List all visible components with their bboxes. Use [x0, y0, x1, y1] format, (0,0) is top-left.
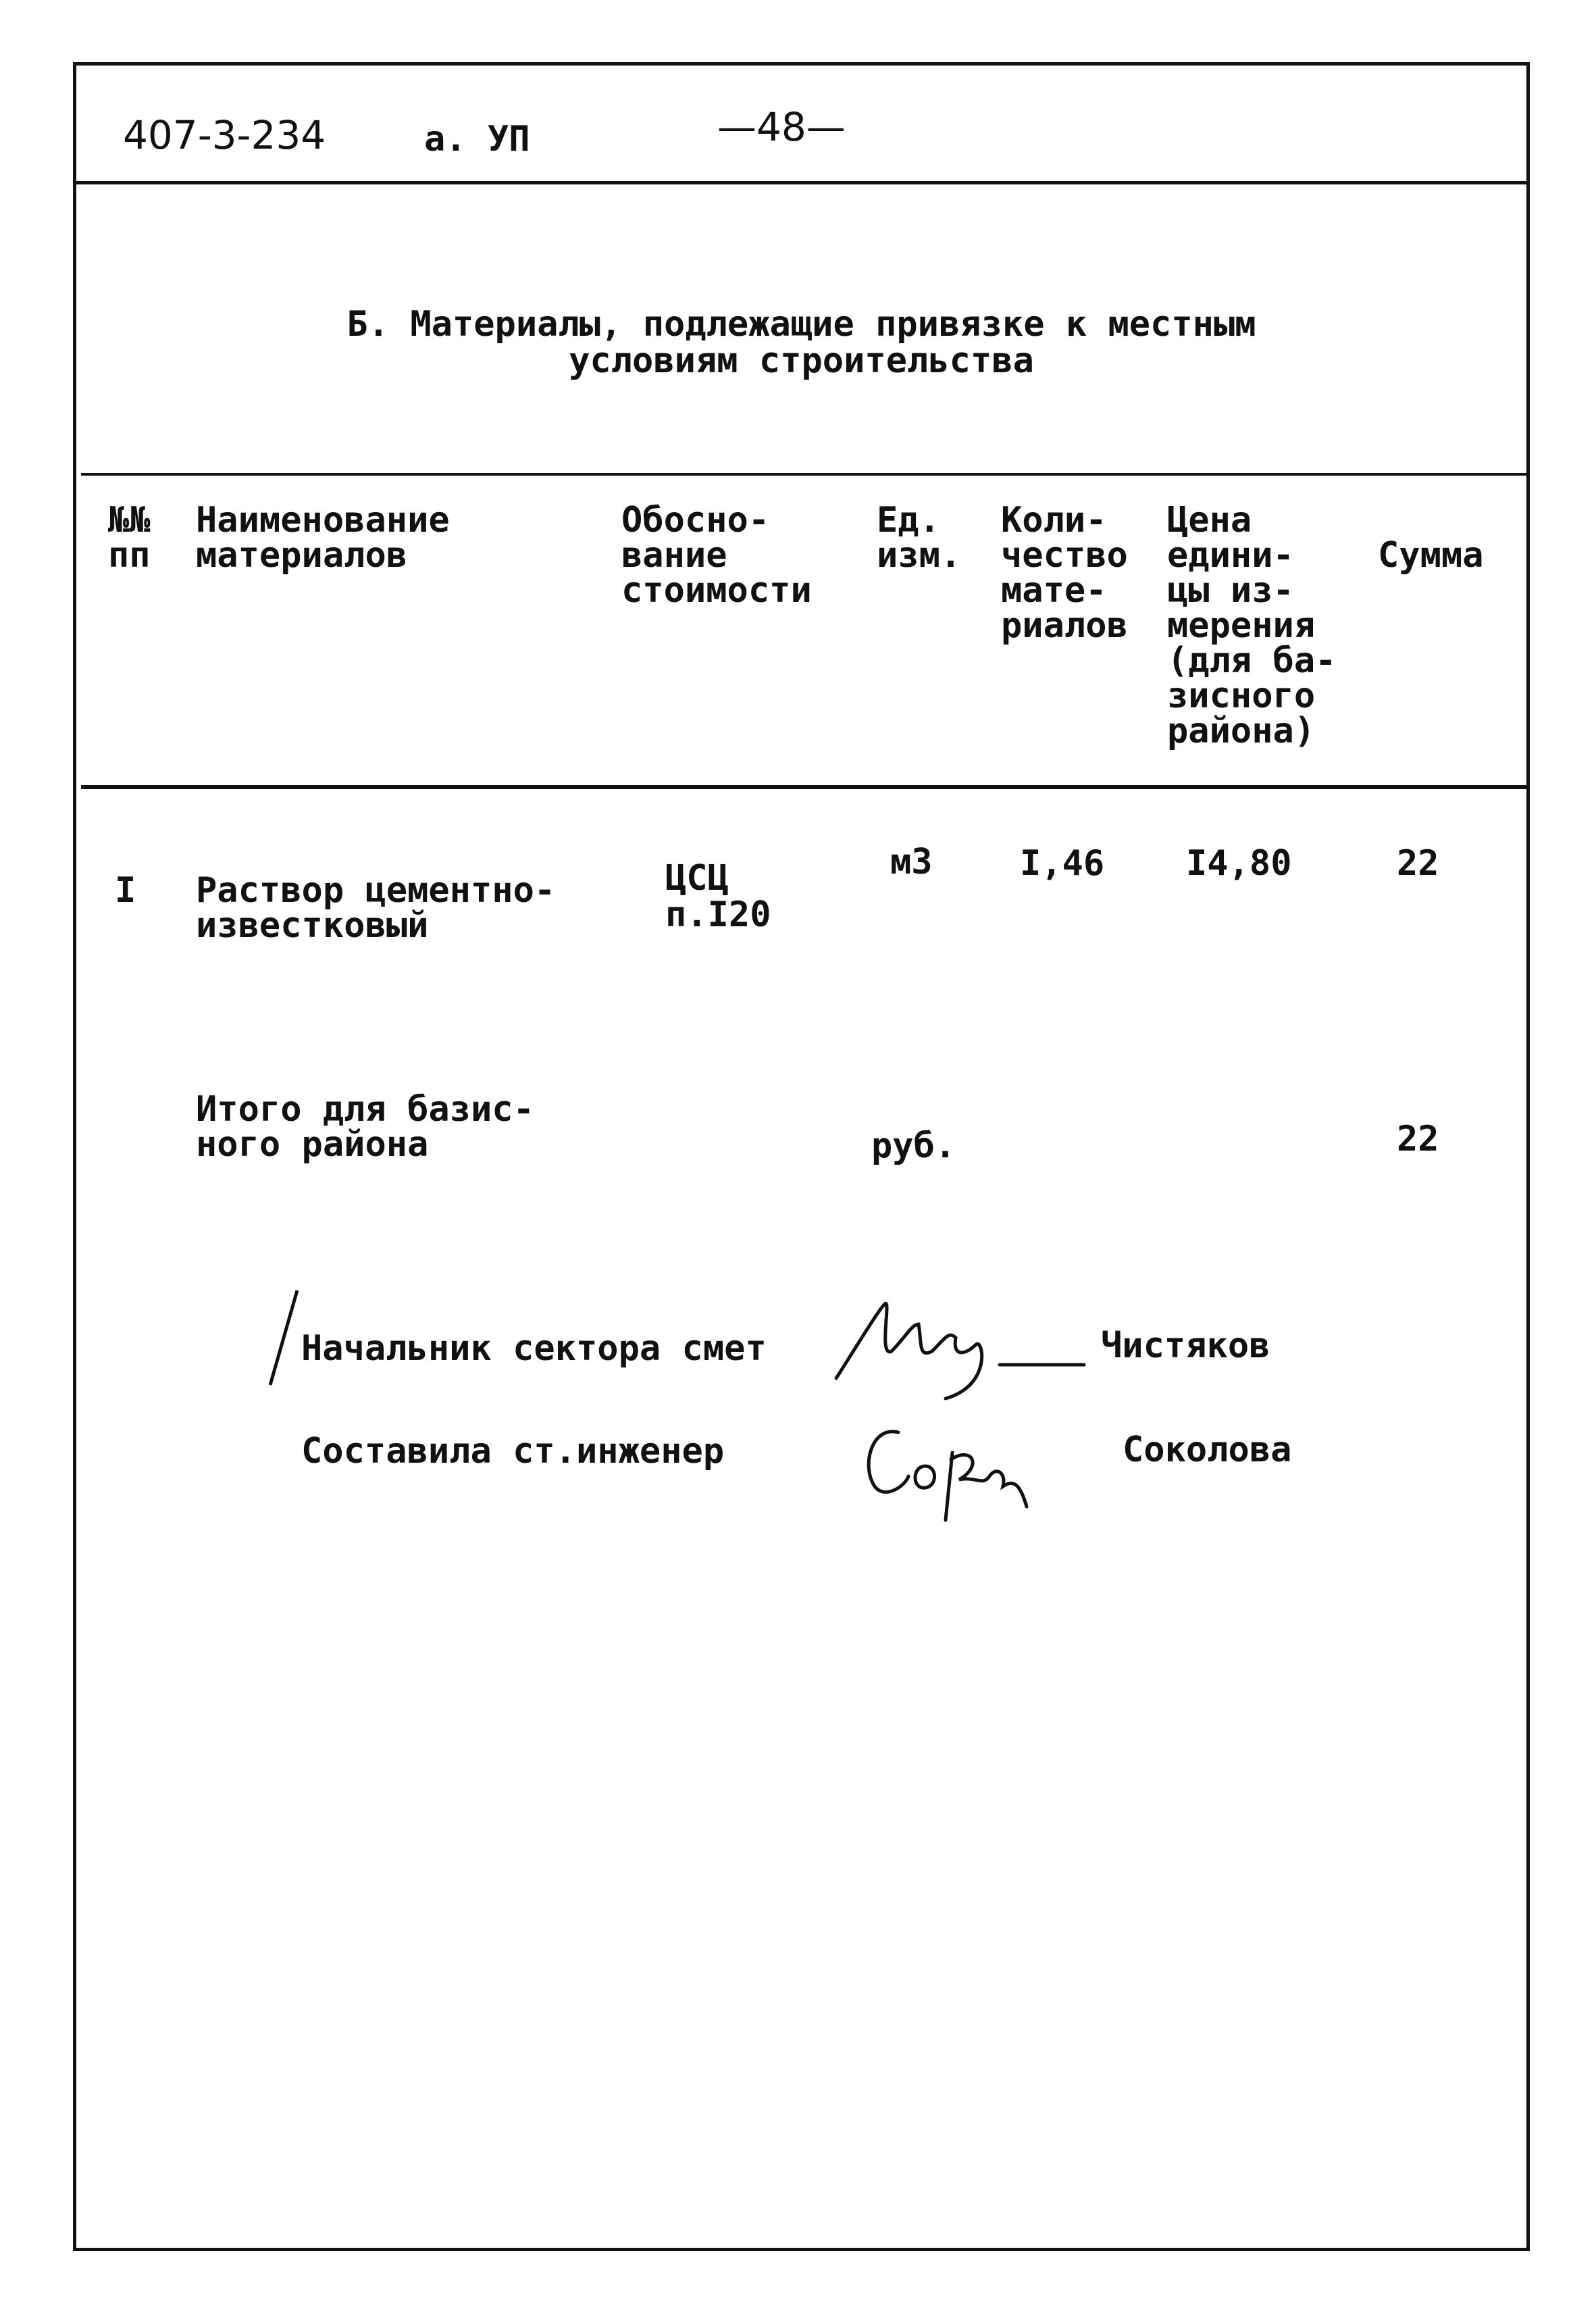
signature-role-engineer: Составила ст.инженер [301, 1431, 725, 1472]
section-title-line1: Б. Материалы, подлежащие привязке к местным [346, 304, 1256, 345]
table-top-rule [81, 473, 1526, 476]
total-sum: 22 [1397, 1119, 1439, 1159]
total-label-line2: ного района [196, 1124, 429, 1165]
signature-role-head: Начальник сектора смет [301, 1328, 767, 1369]
album-label: а. УП [424, 119, 530, 159]
total-label-line1: Итого для базис- [196, 1089, 534, 1130]
table-header-rule [81, 785, 1526, 789]
row-quantity: I,46 [1020, 843, 1105, 884]
signature-name-engineer: Соколова [1123, 1430, 1292, 1470]
header-divider [73, 181, 1530, 184]
total-unit: руб. [871, 1126, 956, 1166]
row-name-line2: известковый [196, 905, 429, 946]
signature-engineer [858, 1412, 1060, 1534]
doc-number: 407-3-234 [123, 112, 326, 158]
row-name-line1: Раствор цементно- [196, 870, 556, 911]
row-sum: 22 [1397, 843, 1439, 884]
row-price: I4,80 [1186, 843, 1292, 884]
row-unit: м3 [890, 842, 933, 882]
signature-name-head: Чистяков [1101, 1326, 1270, 1366]
row-number: I [115, 870, 136, 911]
section-title-line2: условиям строительства [569, 341, 1034, 381]
row-basis-line1: ЦСЦ [665, 858, 729, 899]
row-basis-line2: п.I20 [665, 895, 771, 935]
page-number: —48— [717, 104, 846, 150]
signature-head [831, 1284, 1101, 1419]
